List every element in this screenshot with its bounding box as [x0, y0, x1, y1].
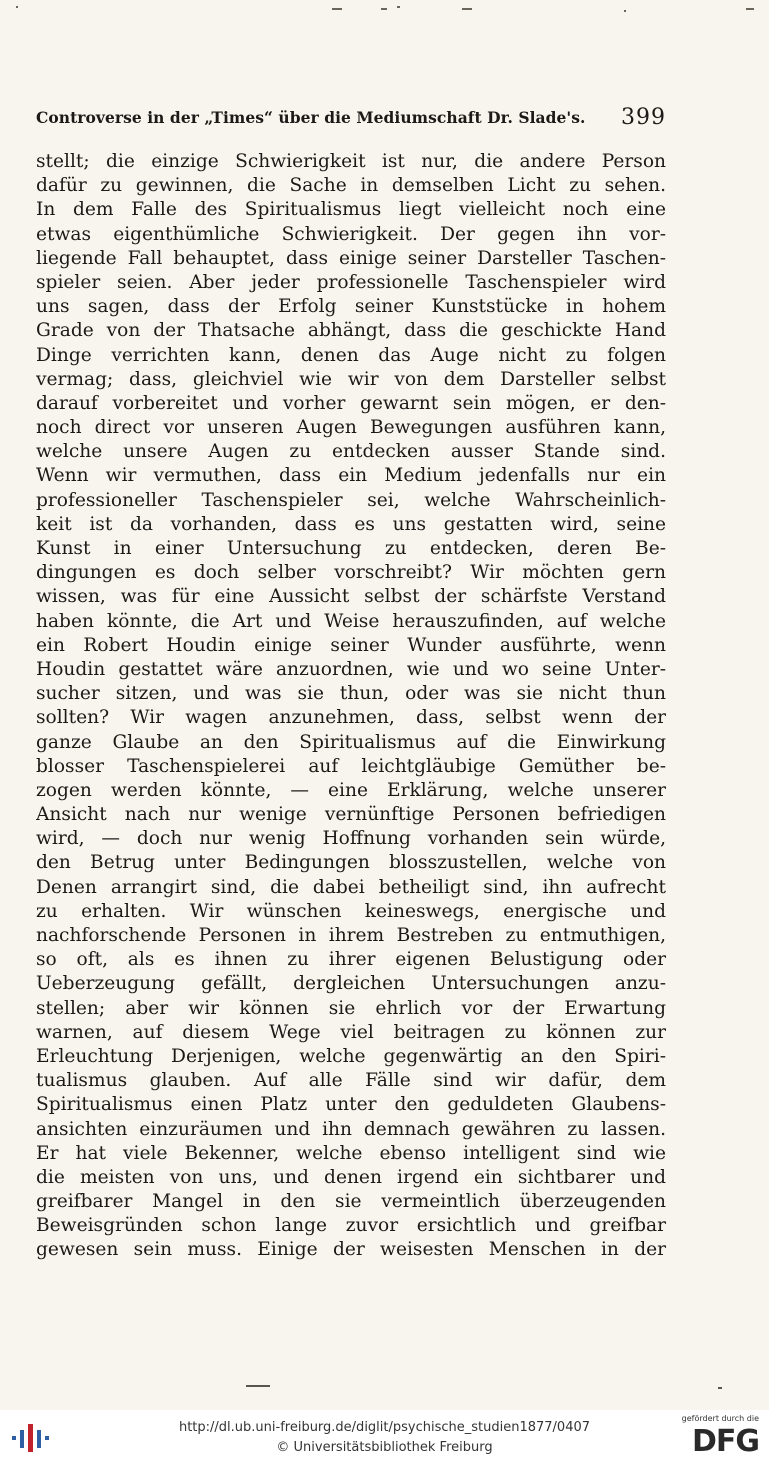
text-line: haben könnte, die Art und Weise herauszufinden, auf welche	[36, 610, 666, 632]
text-line: Spiritualismus einen Platz unter den geduldeten Glaubens-	[36, 1094, 666, 1116]
text-line: Erleuchtung Derjenigen, welche gegenwärtig an den Spiri-	[36, 1045, 666, 1067]
text-line: noch direct vor unseren Augen Bewegungen ausführen kann,	[36, 417, 666, 439]
viewer-footer	[0, 1410, 769, 1463]
text-line: Kunst in einer Untersuchung zu entdecken, deren Be-	[36, 538, 666, 559]
text-line: blosser Taschenspielerei auf leichtgläubige Gemüther be-	[36, 755, 666, 777]
text-line: greifbarer Mangel in den sie vermeintlich überzeugenden	[36, 1191, 666, 1213]
copyright-text: © Universitätsbibliothek Freiburg	[276, 1440, 493, 1455]
text-line: zu erhalten. Wir wünschen keineswegs, energische und	[36, 900, 666, 922]
text-line: ansichten einzuräumen und ihn demnach gewähren zu lassen.	[36, 1118, 666, 1140]
text-line: tualismus glauben. Auf alle Fälle sind wir dafür, dem	[36, 1070, 666, 1092]
source-url-link[interactable]: http://dl.ub.uni-freiburg.de/diglit/psychische_studien1877/0407	[178, 1420, 591, 1435]
text-line: Grade von der Thatsache abhängt, dass die geschickte Hand	[36, 320, 666, 342]
dfg-logo-text: DFG	[691, 1424, 759, 1459]
running-header	[36, 106, 666, 134]
text-line: Ueberzeugung gefällt, dergleichen Untersuchungen anzu-	[36, 973, 666, 995]
text-line: Houdin gestattet wäre anzuordnen, wie und wo seine Unter-	[36, 658, 666, 680]
text-line: In dem Falle des Spiritualismus liegt vielleicht noch eine	[36, 199, 666, 221]
text-line: Denen arrangirt sind, die dabei betheiligt sind, ihn aufrecht	[36, 876, 666, 898]
text-line: sucher sitzen, und was sie thun, oder was sie nicht thun	[36, 683, 666, 705]
text-line: Dinge verrichten kann, denen das Auge nicht zu folgen	[36, 344, 666, 366]
page-number: 399	[621, 105, 666, 130]
text-line: gewesen sein muss. Einige der weisesten Menschen in der	[36, 1239, 666, 1261]
bottom-dot	[718, 1387, 722, 1389]
text-line: vermag; dass, gleichviel wie wir von dem Darsteller selbst	[36, 368, 666, 390]
text-line: keit ist da vorhanden, dass es uns gestatten wird, seine	[36, 513, 666, 535]
body-text	[36, 150, 666, 1263]
scan-edge-marks	[0, 4, 769, 24]
text-line: Ansicht nach nur wenige vernünftige Personen befriedigen	[36, 804, 666, 826]
text-line: warnen, auf diesem Wege viel beitragen zu können zur	[36, 1021, 666, 1043]
text-line: nachforschende Personen in ihrem Bestreben zu entmuthigen,	[36, 925, 666, 946]
text-line: professioneller Taschenspieler sei, welche Wahrscheinlich-	[36, 489, 666, 511]
text-line: Beweisgründen schon lange zuvor ersichtlich und greifbar	[36, 1215, 666, 1237]
bottom-dash	[246, 1385, 270, 1387]
running-title: Controverse in der „Times“ über die Mediumschaft Dr. Slade's.	[36, 108, 586, 127]
text-line: liegende Fall behauptet, dass einige seiner Darsteller Taschen-	[36, 247, 666, 269]
text-line: ein Robert Houdin einige seiner Wunder ausführte, wenn	[36, 634, 666, 656]
dfg-logo[interactable]	[681, 1414, 759, 1460]
text-line: so oft, als es ihnen zu ihrer eigenen Belustigung oder	[36, 949, 666, 971]
text-line: zogen werden könnte, — eine Erklärung, welche unserer	[36, 779, 666, 801]
text-line: etwas eigenthümliche Schwierigkeit. Der gegen ihn vor-	[36, 223, 666, 245]
text-line: uns sagen, dass der Erfolg seiner Kunststücke in hohem	[36, 296, 666, 318]
text-line: wissen, was für eine Aussicht selbst der schärfste Verstand	[36, 586, 666, 608]
text-line: darauf vorbereitet und vorher gewarnt sein mögen, er den-	[36, 392, 666, 414]
text-line: ganze Glaube an den Spiritualismus auf die Einwirkung	[36, 731, 666, 753]
dfg-caption: gefördert durch die	[681, 1414, 759, 1423]
text-line: Wenn wir vermuthen, dass ein Medium jedenfalls nur ein	[36, 465, 666, 487]
text-line: den Betrug unter Bedingungen blosszustellen, welche von	[36, 852, 666, 874]
text-line: dingungen es doch selber vorschreibt? Wir möchten gern	[36, 562, 666, 584]
text-line: spieler seien. Aber jeder professionelle Taschenspieler wird	[36, 271, 666, 293]
text-line: welche unsere Augen zu entdecken ausser Stande sind.	[36, 441, 666, 463]
text-line: sollten? Wir wagen anzunehmen, dass, selbst wenn der	[36, 707, 666, 729]
text-line: die meisten von uns, und denen irgend ein sichtbarer und	[36, 1166, 666, 1188]
text-line: stellen; aber wir können sie ehrlich vor der Erwartung	[36, 997, 666, 1019]
text-line: wird, — doch nur wenig Hoffnung vorhanden sein würde,	[36, 828, 666, 850]
text-line: Er hat viele Bekenner, welche ebenso intelligent sind wie	[36, 1142, 666, 1164]
text-line: stellt; die einzige Schwierigkeit ist nur, die andere Person	[36, 151, 666, 172]
text-line: dafür zu gewinnen, die Sache in demselben Licht zu sehen.	[36, 175, 666, 197]
